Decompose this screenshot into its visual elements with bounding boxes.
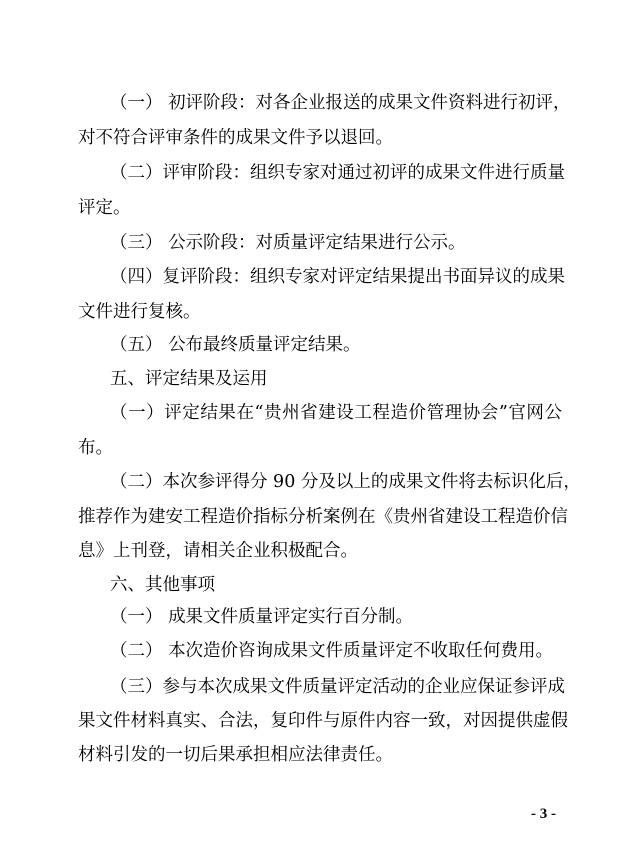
- page-number: - 3 -: [531, 806, 556, 822]
- text-line: 材料引发的一切后果承担相应法律责任。: [78, 745, 393, 765]
- text-line: （一）评定结果在“贵州省建设工程造价管理协会”官网公: [110, 403, 562, 423]
- text-line: 评定。: [78, 198, 131, 218]
- text-line: 布。: [78, 438, 113, 458]
- text-line: （一） 初评阶段：对各企业报送的成果文件资料进行初评，: [110, 93, 571, 113]
- text-line: （二）评审阶段：组织专家对通过初评的成果文件进行质量: [110, 163, 565, 183]
- text-line: （二）本次参评得分 90 分及以上的成果文件将去标识化后，: [110, 472, 581, 492]
- text-line: 推荐作为建安工程造价指标分析案例在《贵州省建设工程造价信: [78, 507, 568, 527]
- text-line: 果文件材料真实、合法，复印件与原件内容一致，对因提供虚假: [78, 711, 568, 731]
- section-heading: 六、其他事项: [110, 575, 215, 595]
- text-line: 息》上刊登，请相关企业积极配合。: [78, 541, 358, 561]
- text-line: （四）复评阶段：组织专家对评定结果提出书面异议的成果: [110, 267, 565, 287]
- text-line: 文件进行复核。: [78, 302, 201, 322]
- text-line: （二） 本次造价咨询成果文件质量评定不收取任何费用。: [110, 641, 554, 661]
- text-line: （五） 公布最终质量评定结果。: [110, 335, 361, 355]
- section-heading: 五、评定结果及运用: [110, 369, 268, 389]
- text-line: 对不符合评审条件的成果文件予以退回。: [78, 128, 393, 148]
- text-line: （三）参与本次成果文件质量评定活动的企业应保证参评成: [110, 677, 565, 697]
- text-line: （一） 成果文件质量评定实行百分制。: [110, 607, 414, 627]
- text-line: （三） 公示阶段：对质量评定结果进行公示。: [110, 233, 466, 253]
